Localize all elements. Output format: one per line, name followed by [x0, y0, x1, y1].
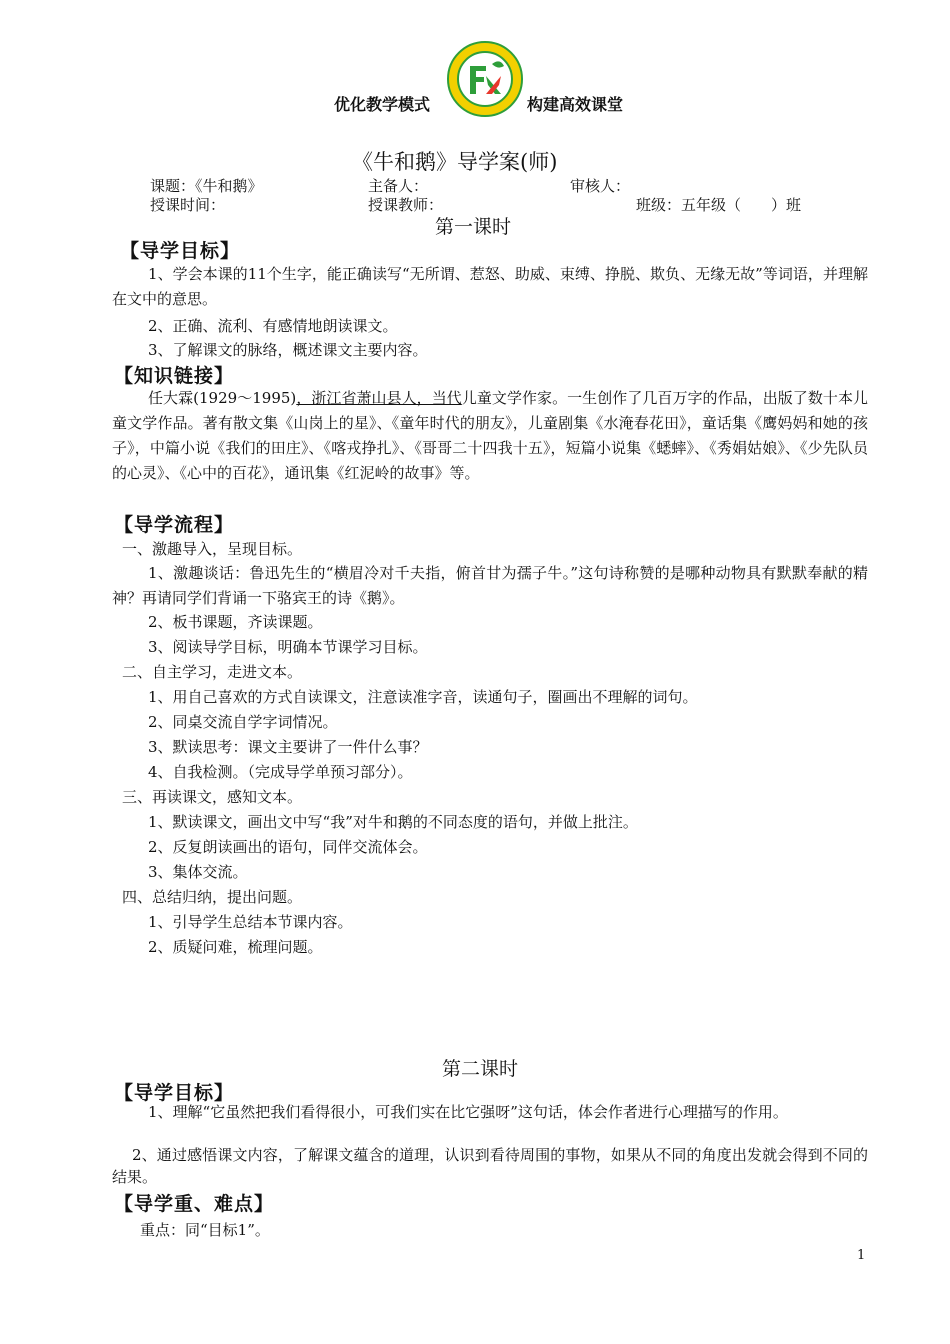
flow-step-3-1: 1、默读课文，画出文中写“我”对牛和鹅的不同态度的语句，并做上批注。 [148, 813, 638, 831]
lesson2-heading: 第二课时 [442, 1058, 519, 1080]
lesson1-heading: 第一课时 [435, 216, 512, 238]
flow-heading: 【导学流程】 [114, 514, 235, 536]
key-point-1: 重点：同“目标1”。 [140, 1221, 270, 1239]
flow-step-1: 一、激趣导入，呈现目标。 [122, 540, 303, 558]
author-origin: ，浙江省萧山县人，当代 [296, 389, 462, 407]
flow-step-4: 四、总结归纳，提出问题。 [122, 888, 303, 906]
flow-step-2-1: 1、用自己喜欢的方式自读课文，注意读准字音，读通句子，圈画出不理解的词句。 [148, 688, 698, 706]
flow-step-3-3: 3、集体交流。 [148, 863, 248, 881]
flow-step-2-4: 4、自我检测。（完成导学单预习部分）。 [148, 763, 413, 781]
flow-step-2-3: 3、默读思考：课文主要讲了一件什么事？ [148, 738, 428, 756]
flow-step-1-3: 3、阅读导学目标，明确本节课学习目标。 [148, 638, 428, 656]
school-logo [446, 40, 524, 118]
lesson1-goal-3: 3、了解课文的脉络，概述课文主要内容。 [148, 341, 428, 359]
meta-reviewer: 审核人： [570, 177, 631, 195]
meta-teacher: 授课教师： [368, 196, 444, 214]
flow-step-1-1: 1、激趣谈话：鲁迅先生的“横眉冷对千夫指，俯首甘为孺子牛。”这句诗称赞的是哪种动物具有默默奉献的精神？再请同学们背诵一下骆宾王的诗《鹅》。 [112, 564, 868, 607]
lesson2-goals-heading: 【导学目标】 [114, 1082, 235, 1104]
meta-preparer: 主备人： [368, 177, 429, 195]
lesson2-goal-2: 2、通过感悟课文内容，了解课文蕴含的道理，认识到看待周围的事物，如果从不同的角度出发就会得到不同的结果。 [112, 1146, 868, 1186]
lesson1-goal-1: 1、学会本课的11个生字，能正确读写“无所谓、惹怒、助威、束缚、挣脱、欺负、无缘无故”等词语，并理解在文中的意思。 [112, 265, 868, 308]
flow-step-3: 三、再读课文，感知文本。 [122, 788, 303, 806]
key-points-heading: 【导学重、难点】 [114, 1193, 275, 1215]
meta-time: 授课时间： [150, 196, 226, 214]
lesson2-goal-1: 1、理解“它虽然把我们看得很小，可我们实在比它强呀”这句话，体会作者进行心理描写的作用。 [148, 1103, 788, 1121]
knowledge-heading: 【知识链接】 [114, 365, 235, 387]
flow-step-2-2: 2、同桌交流自学字词情况。 [148, 713, 338, 731]
page-number: 1 [857, 1248, 866, 1263]
meta-topic: 课题：《牛和鹅》 [150, 177, 263, 195]
flow-step-4-2: 2、质疑问难，梳理问题。 [148, 938, 323, 956]
knowledge-body: 儿童文学作家。一生创作了几百万字的作品，出版了数十本儿童文学作品。著有散文集《山岗上的星》、《童年时代的朋友》，儿童剧集《水淹春花田》，童话集《鹰妈妈和她的孩子》，中篇小说《我们的田庄》、《喀戎挣扎》、《哥哥二十四我十五》，短篇小说集《蟋蟀》、《秀娟姑娘》、《少先队员的心灵》、《心中的百花》，通讯集《红泥岭的故事》等。 [112, 389, 868, 482]
header-motto-right: 构建高效课堂 [527, 95, 624, 114]
knowledge-paragraph [112, 386, 868, 486]
meta-class: 班级：五年级（ ）班 [636, 196, 802, 214]
header-motto-left: 优化教学模式 [334, 95, 431, 114]
document-title: 《牛和鹅》导学案(师) [352, 150, 558, 174]
flow-step-4-1: 1、引导学生总结本节课内容。 [148, 913, 353, 931]
flow-step-3-2: 2、反复朗读画出的语句，同伴交流体会。 [148, 838, 428, 856]
lesson1-goal-2: 2、正确、流利、有感情地朗读课文。 [148, 317, 398, 335]
author-name: 任大霖(1929～1995) [148, 389, 297, 407]
flow-step-1-2: 2、板书课题，齐读课题。 [148, 613, 323, 631]
lesson1-goals-heading: 【导学目标】 [120, 240, 241, 262]
flow-step-2: 二、自主学习，走进文本。 [122, 663, 303, 681]
